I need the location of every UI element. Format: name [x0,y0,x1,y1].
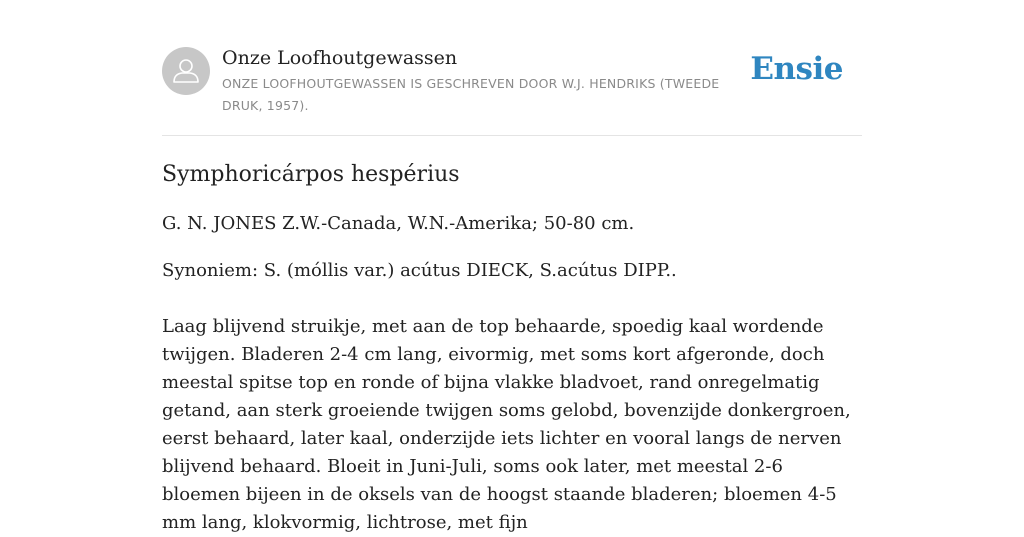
book-header [162,47,862,117]
book-title[interactable]: Onze Loofhoutgewassen [222,47,458,69]
person-outline-icon [162,47,210,95]
entry-title: Symphoricárpos hespérius [162,162,460,187]
ensie-logo-link[interactable]: Ensie [750,51,843,87]
entry-content [162,160,862,537]
book-subtitle: ONZE LOOFHOUTGEWASSEN IS GESCHREVEN DOOR W.J. HENDRIKS (TWEEDE DRUK, 1957). [222,76,720,113]
header-divider [162,135,862,136]
entry-authority: G. N. JONES Z.W.-Canada, W.N.-Amerika; 50-80 cm. [162,213,635,234]
entry-synonyms: Synoniem: S. (móllis var.) acútus DIECK, S.acútus DIPP.. [162,260,677,281]
entry-description: Laag blijvend struikje, met aan de top behaarde, spoedig kaal wordende twijgen. Bladeren 2-4 cm lang, eivormig, met soms kort afgeronde, doch meestal spitse top en ronde of bijna vlakke bladvoet, rand onregelmatig getand, aan sterk groeiende twijgen soms gelobd, bovenzijde donkergroen, eerst behaard, later kaal, onderzijde iets lichter en vooral langs de nerven blijvend behaard. Bloeit in Juni-Juli, soms ook later, met meestal 2-6 bloemen bijeen in de oksels van de hoogst staande bladeren; bloemen 4-5 mm lang, klokvormig, lichtrose, met fijn [162,316,851,533]
user-avatar-icon[interactable] [162,47,210,95]
